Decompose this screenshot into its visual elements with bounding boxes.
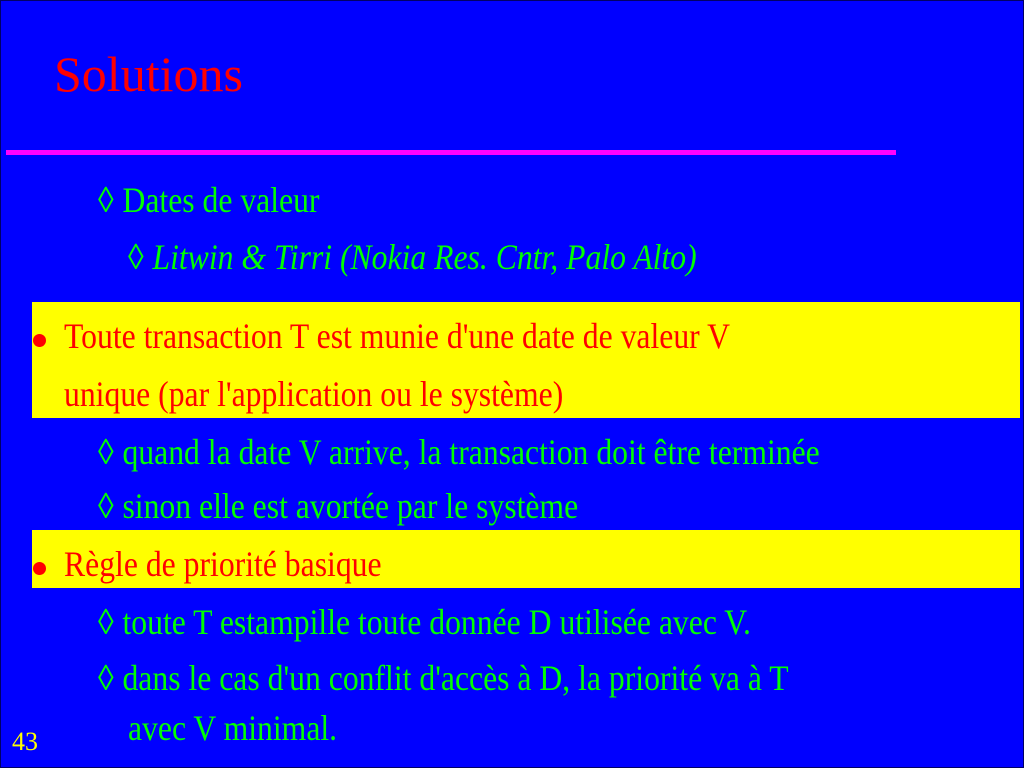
bullet-item-line: unique (par l'application ou le système)	[64, 374, 564, 414]
bullet-dot-icon	[33, 562, 46, 575]
sub-bullet-item	[98, 602, 751, 642]
item-text: Litwin & Tirri (Nokia Res. Cntr, Palo Alto)	[152, 237, 697, 277]
sub-bullet-item	[98, 432, 820, 472]
diamond-icon: ◊	[98, 658, 114, 698]
diamond-icon: ◊	[98, 432, 114, 472]
item-text: Dates de valeur	[122, 180, 320, 220]
item-text: toute T estampille toute donnée D utilisée avec V.	[122, 602, 751, 642]
sub-bullet-item	[98, 486, 578, 526]
sub-bullet-item	[98, 658, 789, 698]
sub-sub-bullet-item	[128, 237, 697, 277]
item-text: sinon elle est avortée par le système	[122, 486, 579, 526]
page-number: 43	[12, 727, 38, 756]
diamond-icon: ◊	[98, 180, 114, 220]
diamond-icon: ◊	[98, 602, 114, 642]
diamond-icon: ◊	[98, 486, 114, 526]
bullet-item-line: Règle de priorité basique	[64, 544, 382, 584]
sub-bullet-item	[98, 180, 319, 220]
bullet-item-line: Toute transaction T est munie d'une date de valeur V	[64, 316, 730, 356]
bullet-dot-icon	[33, 334, 46, 347]
sub-bullet-item-continuation: avec V minimal.	[128, 708, 338, 748]
slide-title: Solutions	[54, 46, 243, 102]
item-text: dans le cas d'un conflit d'accès à D, la priorité va à T	[122, 658, 789, 698]
title-divider	[6, 150, 896, 155]
diamond-icon: ◊	[128, 237, 144, 277]
item-text: quand la date V arrive, la transaction doit être terminée	[122, 432, 820, 472]
